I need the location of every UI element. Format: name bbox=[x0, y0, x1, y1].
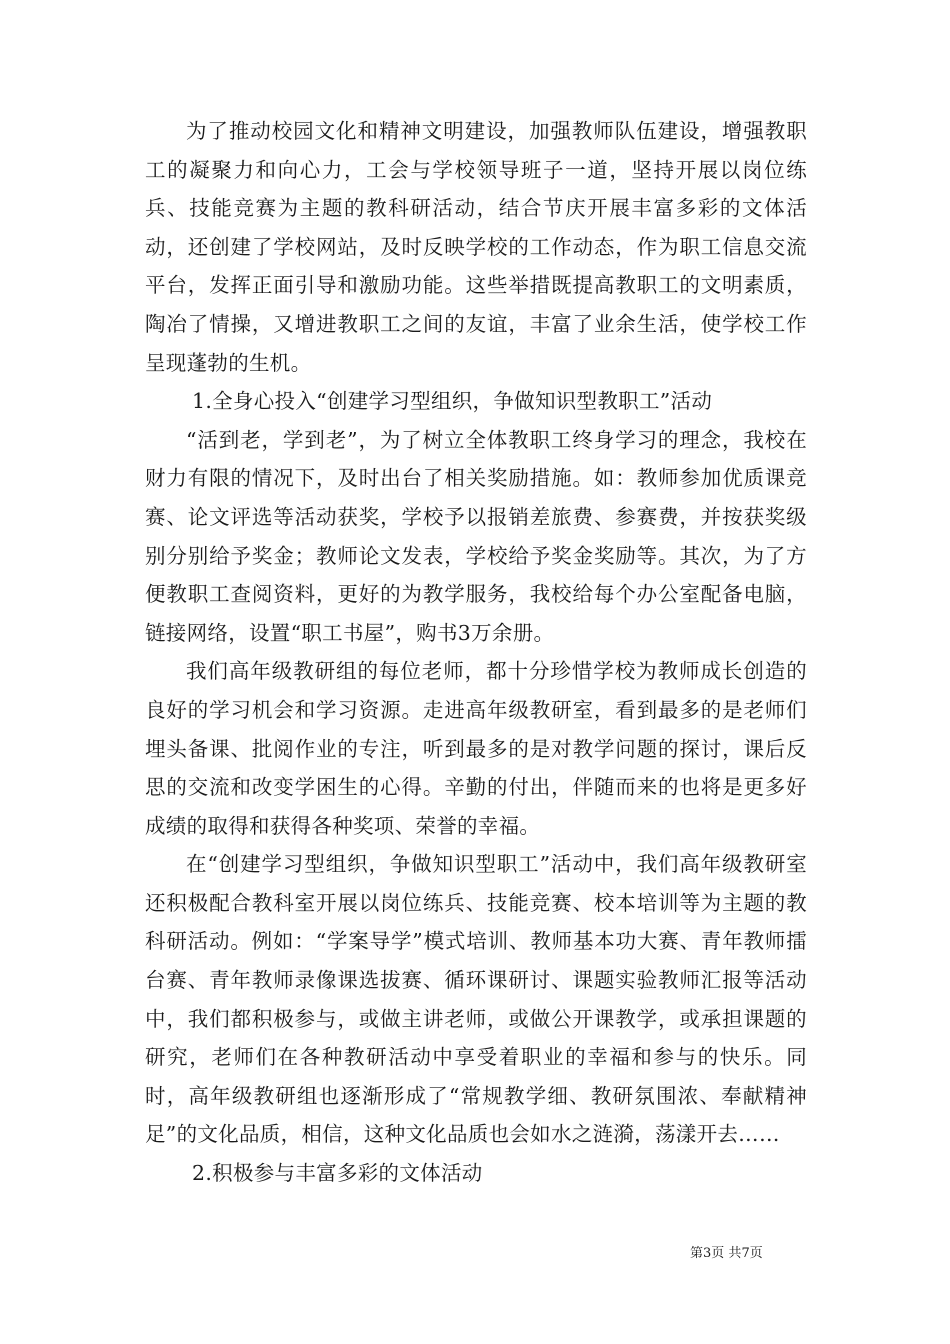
footer-suffix: 页 bbox=[749, 1246, 763, 1261]
paragraph-research-activities: 在“创建学习型组织，争做知识型职工”活动中，我们高年级教研室还积极配合教科室开展以岗位练兵、技能竞赛、校本培训等为主题的教科研活动。例如：“学案导学”模式培训、教师基本功大赛、青年教师擂台赛、青年教师录像课选拔赛、循环课研讨、课题实验教师汇报等活动中，我们都积极参与，或做主讲老师，或做公开课教学，或承担课题的研究，老师们在各种教研活动中享受着职业的幸福和参与的快乐。同时，高年级教研组也逐渐形成了“常规教学细、教研氛围浓、奉献精神足”的文化品质，相信，这种文化品质也会如水之涟漪，荡漾开去…… bbox=[145, 852, 807, 1147]
section-heading-2: 2.积极参与丰富多彩的文体活动 bbox=[192, 1161, 483, 1186]
page-number-footer bbox=[690, 1245, 810, 1263]
footer-prefix: 第 bbox=[690, 1246, 704, 1261]
section-heading-1: 1.全身心投入“创建学习型组织，争做知识型教职工”活动 bbox=[192, 389, 713, 414]
footer-middle: 页 共 bbox=[711, 1246, 742, 1261]
document-body bbox=[145, 112, 807, 1193]
paragraph-learning-measures: “活到老，学到老”，为了树立全体教职工终身学习的理念，我校在财力有限的情况下，及时出台了相关奖励措施。如：教师参加优质课竞赛、论文评选等活动获奖，学校予以报销差旅费、参赛费，并按获奖级别分别给予奖金；教师论文发表，学校给予奖金奖励等。其次，为了方便教职工查阅资料，更好的为教学服务，我校给每个办公室配备电脑，链接网络，设置“职工书屋”，购书3万余册。 bbox=[145, 427, 807, 645]
paragraph-research-group: 我们高年级教研组的每位老师，都十分珍惜学校为教师成长创造的良好的学习机会和学习资源。走进高年级教研室，看到最多的是老师们埋头备课、批阅作业的专注，听到最多的是对教学问题的探讨，课后反思的交流和改变学困生的心得。辛勤的付出，伴随而来的也将是更多好成绩的取得和获得各种奖项、荣誉的幸福。 bbox=[145, 659, 807, 838]
paragraph-intro: 为了推动校园文化和精神文明建设，加强教师队伍建设，增强教职工的凝聚力和向心力，工会与学校领导班子一道，坚持开展以岗位练兵、技能竞赛为主题的教科研活动，结合节庆开展丰富多彩的文体活动，还创建了学校网站，及时反映学校的工作动态，作为职工信息交流平台，发挥正面引导和激励功能。这些举措既提高教职工的文明素质，陶冶了情操，又增进教职工之间的友谊，丰富了业余生活，使学校工作呈现蓬勃的生机。 bbox=[145, 119, 807, 375]
footer-total-pages: 7 bbox=[741, 1246, 750, 1261]
footer-current-page: 3 bbox=[703, 1246, 712, 1261]
